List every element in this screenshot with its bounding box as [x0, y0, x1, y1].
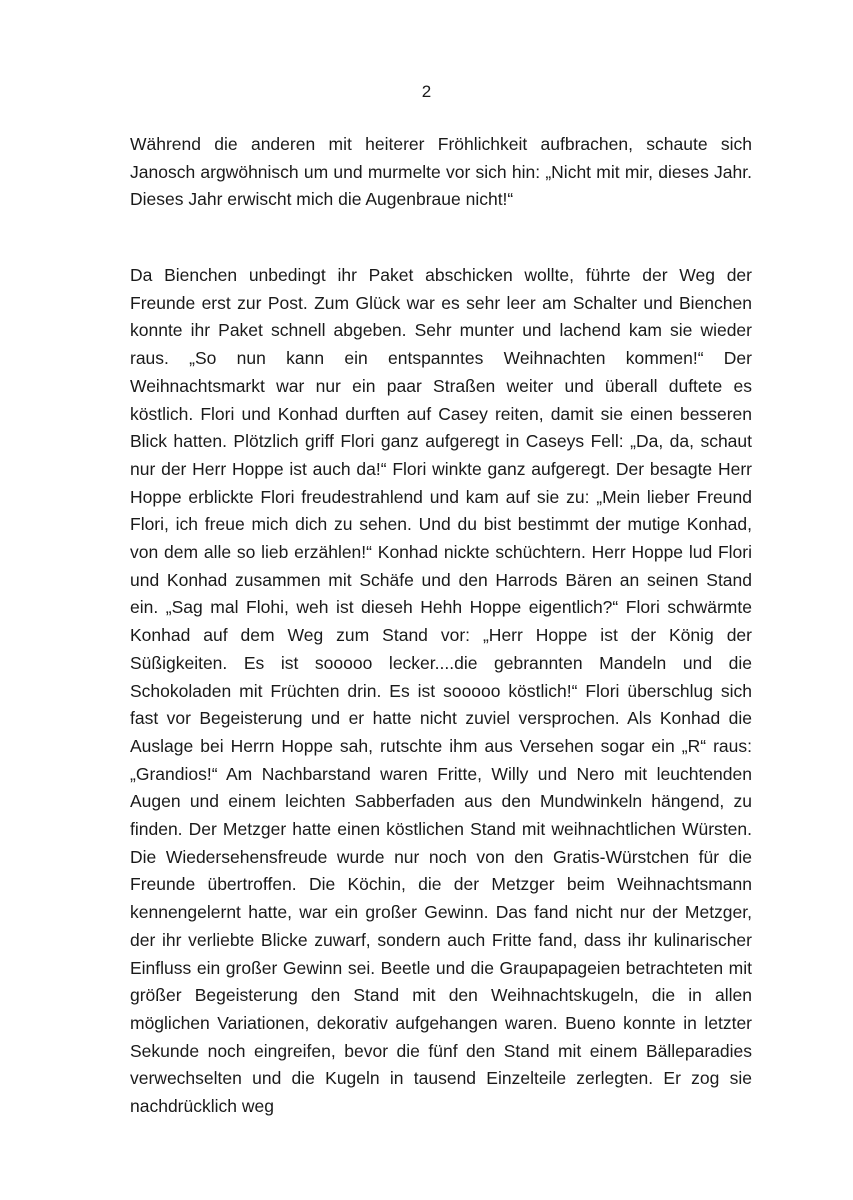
- paragraph-2: Da Bienchen unbedingt ihr Paket abschicken wollte, führte der Weg der Freunde erst zur Post. Zum Glück war es sehr leer am Schalter und Bienchen konnte ihr Paket schnell abgeben. Sehr munter und lachend kam sie wieder raus. „So nun kann ein entspanntes Weihnachten kommen!“ Der Weihnachtsmarkt war nur ein paar Straßen weiter und überall duftete es köstlich. Flori und Konhad durften auf Casey reiten, damit sie einen besseren Blick hatten. Plötzlich griff Flori ganz aufgeregt in Caseys Fell: „Da, da, schaut nur der Herr Hoppe ist auch da!“ Flori winkte ganz aufgeregt. Der besagte Herr Hoppe erblickte Flori freudestrahlend und kam auf sie zu: „Mein lieber Freund Flori, ich freue mich dich zu sehen. Und du bist bestimmt der mutige Konhad, von dem alle so lieb erzählen!“ Konhad nickte schüchtern. Herr Hoppe lud Flori und Konhad zusammen mit Schäfe und den Harrods Bären an seinen Stand ein. „Sag mal Flohi, weh ist dieseh Hehh Hoppe eigentlich?“ Flori schwärmte Konhad auf dem Weg zum Stand vor: „Herr Hoppe ist der König der Süßigkeiten. Es ist sooooo lecker....die gebrannten Mandeln und die Schokoladen mit Früchten drin. Es ist sooooo köstlich!“ Flori überschlug sich fast vor Begeisterung und er hatte nicht zuviel versprochen. Als Konhad die Auslage bei Herrn Hoppe sah, rutschte ihm aus Versehen sogar ein „R“ raus: „Grandios!“ Am Nachbarstand waren Fritte, Willy und Nero mit leuchtenden Augen und einem leichten Sabberfaden aus den Mundwinkeln hängend, zu finden. Der Metzger hatte einen köstlichen Stand mit weihnachtlichen Würsten. Die Wiedersehensfreude wurde nur noch von den Gratis-Würstchen für die Freunde übertroffen. Die Köchin, die der Metzger beim Weihnachtsmann kennengelernt hatte, war ein großer Gewinn. Das fand nicht nur der Metzger, der ihr verliebte Blicke zuwarf, sondern auch Fritte fand, dass ihr kulinarischer Einfluss ein großer Gewinn sei. Beetle und die Graupapageien betrachteten mit größer Begeisterung den Stand mit den Weihnachtskugeln, die in allen möglichen Variationen, dekorativ aufgehangen waren. Bueno konnte in letzter Sekunde noch eingreifen, bevor die fünf den Stand mit einem Bälleparadies verwechselten und die Kugeln in tausend Einzelteile zerlegten. Er zog sie nachdrücklich weg: [130, 265, 752, 1117]
- paragraph-1: Während die anderen mit heiterer Fröhlichkeit aufbrachen, schaute sich Janosch argwöhnisch um und murmelte vor sich hin: „Nicht mit mir, dieses Jahr. Dieses Jahr erwischt mich die Augenbraue nicht!“: [130, 134, 752, 210]
- page-number: 2: [421, 82, 432, 101]
